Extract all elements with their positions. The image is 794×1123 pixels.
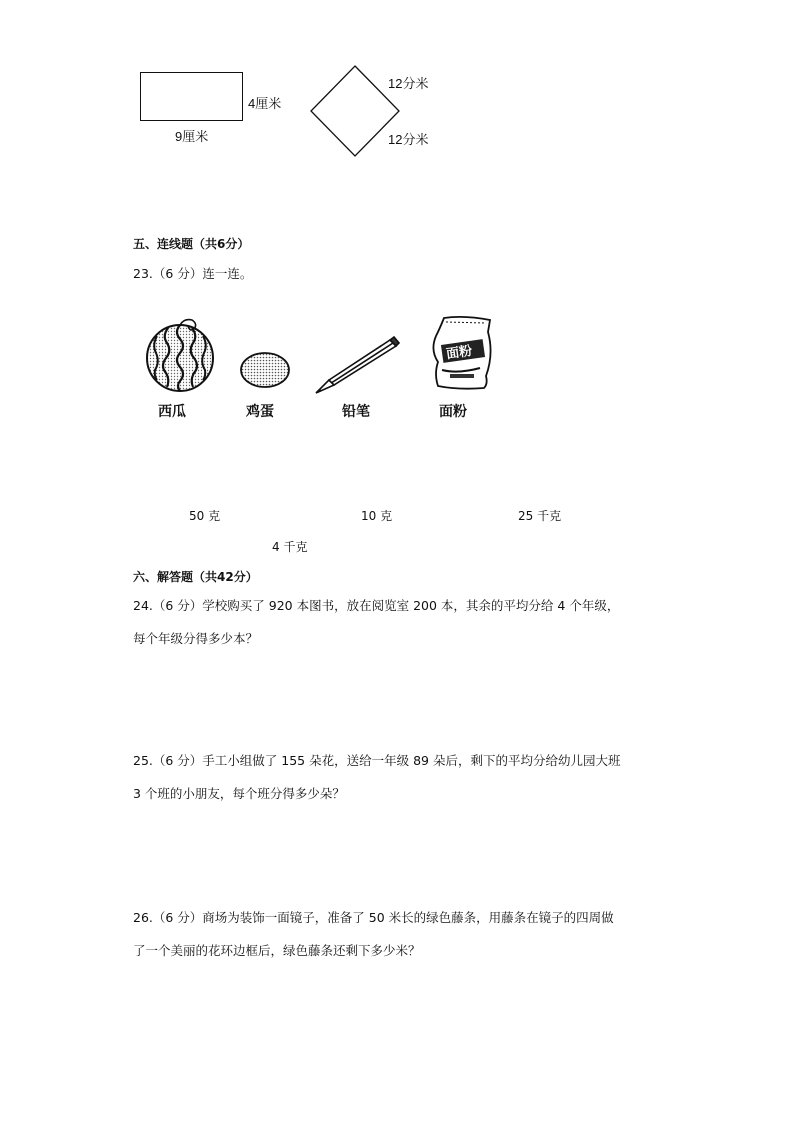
rectangle-figure bbox=[140, 72, 243, 121]
egg-icon bbox=[238, 350, 294, 390]
question-25-line-1: 25.（6 分）手工小组做了 155 朵花，送给一年级 89 朵后，剩下的平均分给幼儿园大班 bbox=[133, 753, 621, 768]
rectangle-width-label: 9厘米 bbox=[175, 129, 209, 144]
watermelon-icon bbox=[140, 312, 220, 392]
question-24-line-2: 每个年级分得多少本？ bbox=[133, 631, 259, 646]
section-6-heading: 六、解答题（共42分） bbox=[133, 570, 258, 584]
rectangle-height-label: 4厘米 bbox=[248, 96, 282, 111]
question-26-line-2: 了一个美丽的花环边框后，绿色藤条还剩下多少米？ bbox=[133, 943, 421, 958]
question-25-line-2: 3 个班的小朋友，每个班分得多少朵？ bbox=[133, 786, 345, 801]
weight-option: 4 千克 bbox=[272, 540, 308, 554]
weight-option: 50 克 bbox=[189, 509, 221, 523]
label-flour: 面粉 bbox=[439, 404, 467, 420]
question-26-line-1: 26.（6 分）商场为装饰一面镜子，准备了 50 米长的绿色藤条，用藤条在镜子的四周做 bbox=[133, 910, 614, 925]
label-egg: 鸡蛋 bbox=[246, 404, 274, 420]
label-watermelon: 西瓜 bbox=[158, 404, 186, 420]
flour-bag-icon bbox=[428, 314, 496, 390]
label-pencil: 铅笔 bbox=[342, 404, 370, 420]
rhombus-top-label: 12分米 bbox=[388, 76, 429, 91]
flour-bag-text: 面粉 bbox=[445, 343, 474, 363]
section-5-heading: 五、连线题（共6分） bbox=[133, 237, 250, 251]
question-24-line-1: 24.（6 分）学校购买了 920 本图书，放在阅览室 200 本，其余的平均分给 4 个年级， bbox=[133, 598, 620, 613]
weight-option: 25 千克 bbox=[518, 509, 562, 523]
pencil-icon bbox=[312, 336, 402, 396]
weight-option: 10 克 bbox=[361, 509, 393, 523]
question-23: 23.（6 分）连一连。 bbox=[133, 266, 253, 281]
rhombus-bottom-label: 12分米 bbox=[388, 132, 429, 147]
